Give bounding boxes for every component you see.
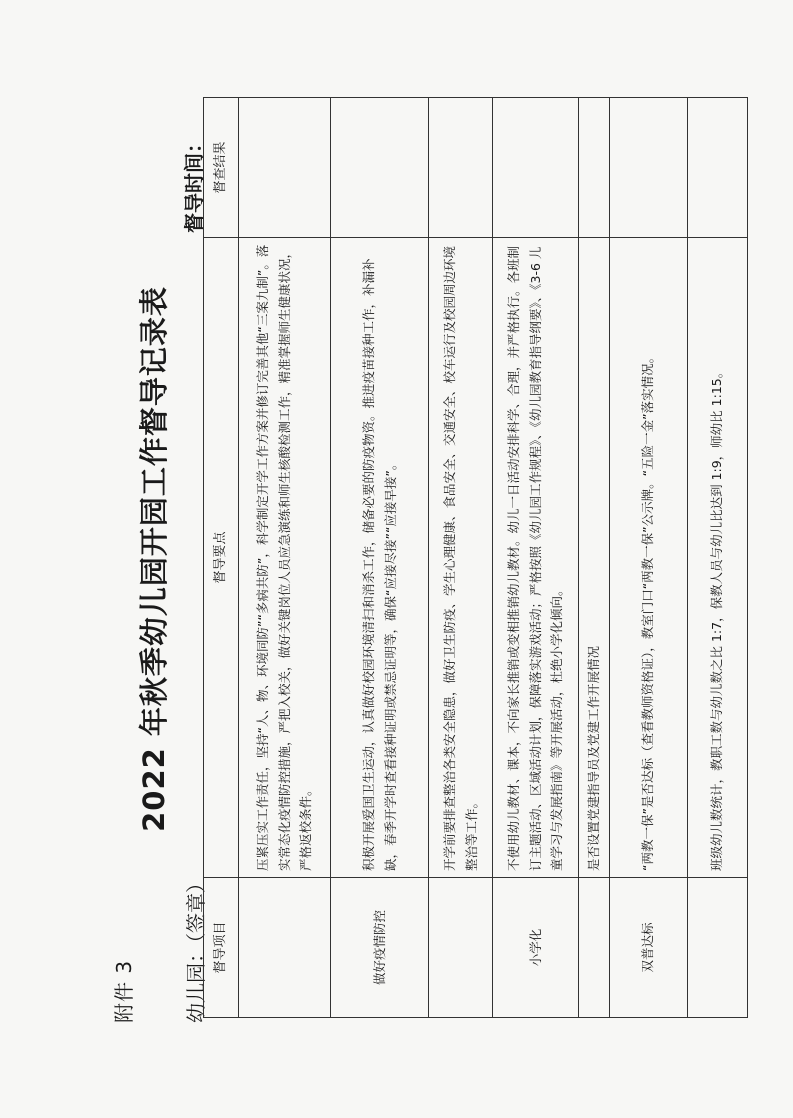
row-item: 双普达标	[609, 878, 687, 1018]
row-result-cell[interactable]	[493, 98, 579, 238]
document-title: 2022 年秋季幼儿园开园工作督导记录表	[137, 286, 171, 832]
inspection-time-label: 督导时间：	[182, 133, 206, 233]
row-points	[331, 238, 429, 878]
row-points	[609, 238, 687, 878]
table-row	[239, 98, 331, 1018]
row-item	[579, 878, 610, 1018]
point-text: 积极开展爱国卫生运动，认真做好校园环境清扫和消杀工作，储备必要的防疫物资。推进疫苗接种工作，补漏补缺，春季开学时查看接种证明或禁忌证明等，确保“应接尽接”“应接早接”。	[360, 258, 398, 871]
row-points	[493, 238, 579, 878]
point-text: “两教一保”是否达标（查看教师资格证），教室门口“两教一保”公示牌。“五险一金”落实情况。	[640, 350, 656, 871]
row-result-cell[interactable]	[331, 98, 429, 238]
table-header-row	[204, 98, 239, 1018]
row-item	[429, 878, 493, 1018]
row-item	[239, 878, 331, 1018]
row-result-cell[interactable]	[239, 98, 331, 238]
table-row	[331, 98, 429, 1018]
point-text: 班级幼儿数统计，教职工数与幼儿数之比 1:7，保教人员与幼儿比达到 1:9，师幼比 1:15。	[709, 365, 725, 871]
column-header-item: 督导项目	[204, 878, 239, 1018]
row-result-cell[interactable]	[609, 98, 687, 238]
row-points	[239, 238, 331, 878]
kindergarten-seal-label: 幼儿园：（签章）	[184, 873, 208, 1023]
row-points	[429, 238, 493, 878]
table-row	[687, 98, 747, 1018]
row-item	[687, 878, 747, 1018]
point-text: 压紧压实工作责任，坚持“人、物、环境同防”“多病共防”，科学制定开学工作方案并修订完善其他“三案九制”。落实常态化疫情防控措施，严把入校关，做好关键岗位人员应急演练和师生核酸检测工作，精准掌握师生健康状况，严格返校条件。	[254, 244, 314, 871]
table-row	[609, 98, 687, 1018]
table-row	[429, 98, 493, 1018]
row-item: 做好疫情防控	[331, 878, 429, 1018]
point-text: 不使用幼儿教材、课本，不向家长推销或变相推销幼儿教材。幼儿一日活动安排科学、合理，并严格执行。各班制订主题活动、区域活动计划，保障落实游戏活动；严格按照《幼儿园工作规程》、《幼儿园教育指导纲要》、《3-6 儿童学习与发展指南》等开展活动，杜绝小学化倾向。	[505, 245, 565, 871]
table-row	[579, 98, 610, 1018]
row-item: 小学化	[493, 878, 579, 1018]
column-header-result: 督查结果	[204, 98, 239, 238]
point-text: 开学前要排查整治各类安全隐患，做好卫生防疫、学生心理健康、食品安全、交通安全、校车运行及校园周边环境整治等工作。	[441, 245, 479, 871]
inspection-record-table	[203, 97, 748, 1018]
point-text: 是否设置党建指导员及党建工作开展情况	[586, 645, 601, 871]
row-result-cell[interactable]	[579, 98, 610, 238]
table-row	[493, 98, 579, 1018]
annex-label: 附件 3	[112, 959, 136, 1023]
row-result-cell[interactable]	[687, 98, 747, 238]
row-result-cell[interactable]	[429, 98, 493, 238]
row-points	[579, 238, 610, 878]
row-points	[687, 238, 747, 878]
column-header-points: 督导要点	[204, 238, 239, 878]
